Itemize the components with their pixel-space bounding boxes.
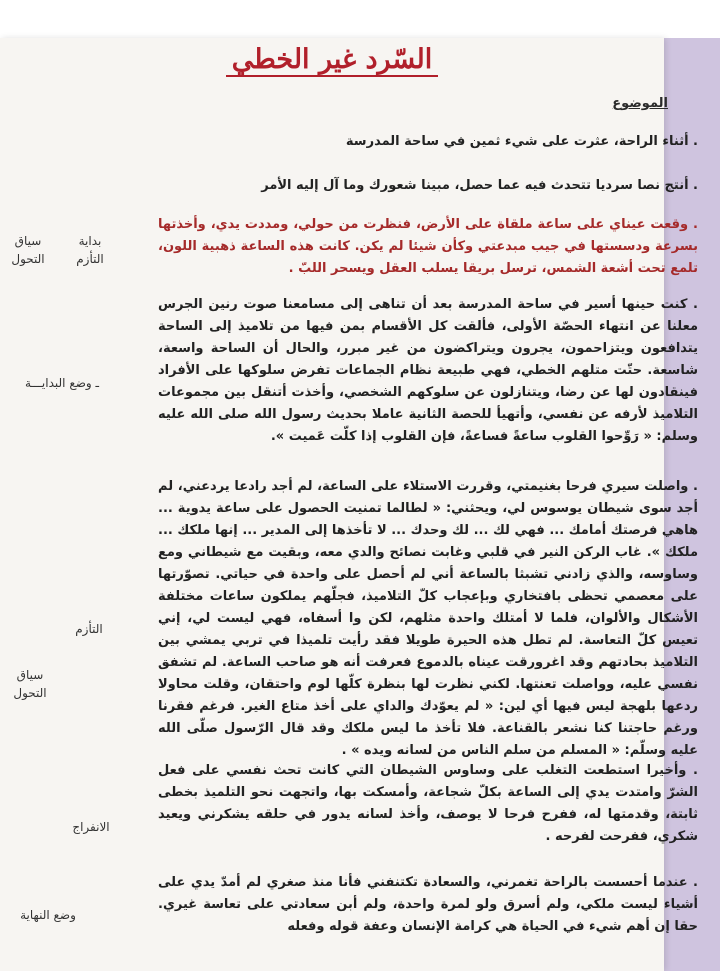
- note-start-complication: بداية التأزم: [76, 234, 104, 266]
- top-white-strip: [0, 0, 720, 38]
- paragraph-opening: . وقعت عيناي على ساعة ملقاة على الأرض، فنظرت من حولي، ومددت يدي، وأخذتها بسرعة ودسستها في جيب مبدعتي وكأن شيئا لم يكن. كانت هذه الساعة ذهبية اللون، تلمع تحت أشعة الشمس، ترسل بريقا يسلب العقل ويسحر اللبّ .: [158, 217, 698, 276]
- paragraph-beginning-state: . كنت حينها أسير في ساحة المدرسة بعد أن تناهى إلى مسامعنا صوت رنين الجرس معلنا عن انتهاء الحصّة الأولى، فألقت كل الأقسام بمن فيها من تلاميذ إلى الساحة يتدافعون ويتزاحمون، يجرون ويتراكضون من غير مبرر، والحال أن الساحة واسعة، شاسعة. حتّت متلهم الخطي، فهي طبيعة نظام الجماعات تفرض سلوكها على الأفراد فينقادون لها عن رضا، ويتنازلون عن سلوكهم الشخصي، وأخذت أتنقل بين مجموعات التلاميذ لأرفه عن نفسي، وأتهيأ للحصة الثانية عاملا بحديث رسول الله صلى الله عليه وسلم: « رَوِّحوا القلوب ساعةً فساعةً، فإن القلوب إذا كلّت عَميت ».: [158, 297, 698, 444]
- topic-line-1: . أثناء الراحة، عثرت على شيء ثمين في ساحة المدرسة: [345, 134, 698, 149]
- page-title: [0, 44, 664, 75]
- note-resolution: الانفراج: [72, 820, 110, 834]
- note-beginning-state: ـ وضع البدايـــة: [24, 376, 100, 390]
- note-transition-context-1: سياق التحول: [11, 234, 45, 266]
- paragraph-complication: . واصلت سيري فرحا بغنيمتي، وقررت الاستلاء على الساعة، لم أجد رادعا يردعني، لم أجد سوى شيطان يوسوس لي، ويحثني: « لطالما تمنيت الحصول على ساعة يدوية ... هاهي فرصتك أمامك ... فهي لك ... لك وحدك ... لا تأخذها إلى المدير ... إنها ملكك ... ملكك ». غاب الركن النير في قلبي وغابت نصائح والدي معه، وبقيت مع شيطاني ومع وساوسه، والذي زادني تشبثا بالساعة أني لم أحصل على واحدة في حياتي. تصوّرتها على معصمي تحظى بافتخاري وبإعجاب كلّ التلاميذ، فجلّهم يملكون ساعات مختلفة الأشكال والألوان، فلما لا أمتلك واحدة مثلهم، لكن وا أسفاه، فهي ليست لي، إني تعيس كلّ التعاسة. لم تطل هذه الحيرة طويلا فقد رأيت تلميذا في تربي يمشي بين التلاميذ بحادتهم وقد اغرورقت عيناه بالدموع فعرفت أنه هو صاحب الساعة. لم تشفق نفسي عليه، وواصلت تعنتها. لكني نظرت لها بنظرة كلّها لوم واحتقان، وقلت محاولا ردعها بلهجة ليس فيها أي لين: « لم يعوّدك والداي على أخذ متاع الغير. فرغم فقرنا ورغم حاجتنا كنا نشعر بالقناعة. فلا تأخذ ما ليس ملكك وقد قال الرّسول صلّى الله عليه وسلّم: « المسلم من سلم الناس من لسانه ويده » .: [158, 479, 698, 758]
- note-complication: التأزم: [75, 622, 103, 636]
- note-ending-state: وضع النهاية: [20, 908, 76, 922]
- paragraph-ending: . عندما أحسست بالراحة تغمرني، والسعادة تكتنفني فأنا منذ صغري لم أمدّ يدي على أشياء ليست ملكي، ولم أسرق ولو لمرة واحدة، ولم أبن سعادتي على تعاسة غيري. حقا إن أهم شيء في الحياة هي كرامة الإنسان وعفة قوله وفعله: [158, 875, 698, 934]
- paragraph-resolution: . وأخيرا استطعت التغلب على وساوس الشيطان التي كانت تحث نفسي على فعل الشرّ وامتدت يدي إلى الساعة بكلّ شجاعة، وأمسكت بها، واتجهت نحو التلميذ بخطى ثابتة، وقدمتها له، ففرح فرحا لا يوصف، وأخذ لسانه يدور في حلقه يشكرني ويعيد شكري، ففرحت لفرحه .: [158, 763, 698, 844]
- title-text: السّرد غير الخطي: [226, 44, 439, 77]
- note-transition-context-2: سياق التحول: [13, 668, 47, 700]
- topic-label: الموضوع: [612, 96, 668, 111]
- topic-line-2: . أنتج نصا سرديا تتحدث فيه عما حصل، مبينا شعورك وما آل إليه الأمر: [261, 178, 698, 193]
